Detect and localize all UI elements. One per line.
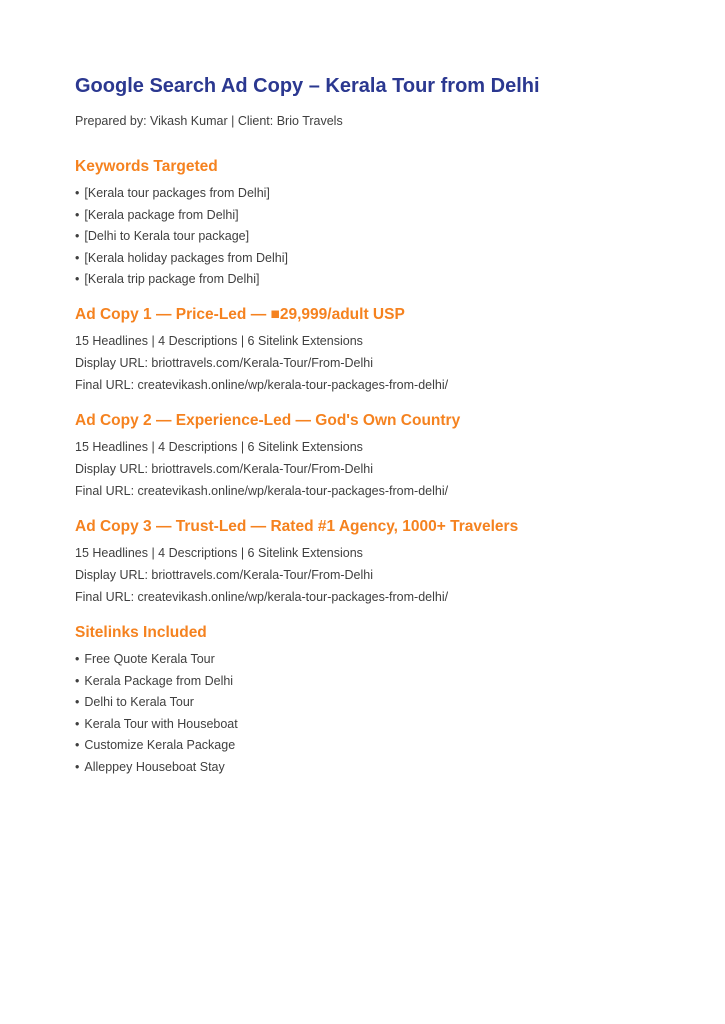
bullet-icon: • (75, 695, 80, 709)
prepared-by-line: Prepared by: Vikash Kumar | Client: Brio Travels (75, 114, 343, 128)
ad-copy-2-details (75, 439, 655, 499)
keyword-text: [Delhi to Kerala tour package] (84, 229, 250, 243)
bullet-icon: • (75, 207, 80, 222)
ad-copy-1-details (75, 333, 655, 393)
keyword-item (75, 271, 655, 287)
ad-copy-1-section (75, 305, 655, 393)
ad-copy-1-display-url: Display URL: briottravels.com/Kerala-Tour/From-Delhi (75, 356, 373, 370)
keyword-text: [Kerala tour packages from Delhi] (84, 186, 270, 200)
keyword-text: [Kerala package from Delhi] (84, 207, 239, 222)
ad-copy-2-meta: 15 Headlines | 4 Descriptions | 6 Sitelink Extensions (75, 440, 363, 454)
ad-copy-3-display-url: Display URL: briottravels.com/Kerala-Tour/From-Delhi (75, 568, 373, 582)
bullet-icon: • (75, 229, 80, 243)
bullet-icon: • (75, 186, 80, 200)
sitelink-item (75, 737, 655, 753)
ad-copy-2-heading: Ad Copy 2 — Experience-Led — God's Own Country (75, 412, 461, 429)
keyword-text: [Kerala holiday packages from Delhi] (84, 250, 288, 265)
sitelink-text: Kerala Package from Delhi (84, 673, 234, 688)
bullet-icon: • (75, 673, 80, 688)
keyword-text: [Kerala trip package from Delhi] (84, 272, 260, 286)
bullet-icon: • (75, 759, 80, 774)
ad-copy-3-details (75, 545, 655, 605)
sitelink-text: Free Quote Kerala Tour (84, 652, 215, 666)
sitelink-text: Alleppey Houseboat Stay (84, 759, 225, 774)
ad-copy-1-heading: Ad Copy 1 — Price-Led — ■29,999/adult USP (75, 306, 405, 323)
keywords-list (75, 185, 655, 287)
sitelinks-section (75, 623, 655, 775)
keyword-item (75, 250, 655, 266)
sitelink-item (75, 716, 655, 732)
sitelink-text: Kerala Tour with Houseboat (84, 716, 238, 731)
bullet-icon: • (75, 738, 80, 752)
ad-copy-3-final-url: Final URL: createvikash.online/wp/kerala-tour-packages-from-delhi/ (75, 590, 449, 604)
ad-copy-2-display-url: Display URL: briottravels.com/Kerala-Tour/From-Delhi (75, 462, 373, 476)
keyword-item (75, 228, 655, 244)
keyword-item (75, 207, 655, 223)
sitelink-item (75, 673, 655, 689)
ad-copy-3-section (75, 517, 655, 605)
bullet-icon: • (75, 250, 80, 265)
bullet-icon: • (75, 716, 80, 731)
sitelink-item (75, 759, 655, 775)
sitelinks-list (75, 651, 655, 775)
ad-copy-3-heading: Ad Copy 3 — Trust-Led — Rated #1 Agency, 1000+ Travelers (75, 518, 519, 535)
ad-copy-2-final-url: Final URL: createvikash.online/wp/kerala-tour-packages-from-delhi/ (75, 484, 449, 498)
ad-copy-2-section (75, 411, 655, 499)
page-title: Google Search Ad Copy – Kerala Tour from Delhi (75, 75, 540, 97)
keyword-item (75, 185, 655, 201)
ad-copy-1-final-url: Final URL: createvikash.online/wp/kerala-tour-packages-from-delhi/ (75, 378, 449, 392)
sitelinks-heading: Sitelinks Included (75, 624, 207, 641)
keywords-heading: Keywords Targeted (75, 158, 218, 175)
ad-copy-3-meta: 15 Headlines | 4 Descriptions | 6 Sitelink Extensions (75, 546, 363, 560)
ad-copy-1-meta: 15 Headlines | 4 Descriptions | 6 Sitelink Extensions (75, 334, 363, 348)
bullet-icon: • (75, 272, 80, 286)
bullet-icon: • (75, 652, 80, 666)
keywords-section (75, 157, 655, 287)
sitelink-text: Customize Kerala Package (84, 738, 236, 752)
sitelink-item (75, 694, 655, 710)
sitelink-text: Delhi to Kerala Tour (84, 695, 194, 709)
sitelink-item (75, 651, 655, 667)
